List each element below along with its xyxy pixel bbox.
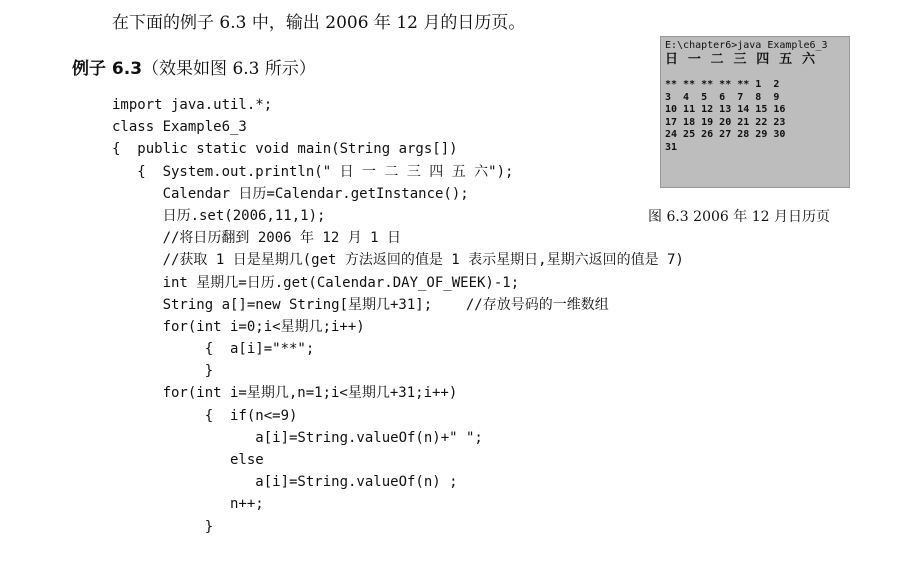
code-line: String a[]=new String[星期几+31]; //存放号码的一维数组 bbox=[112, 296, 609, 313]
console-calendar-row: 10 11 12 13 14 15 16 bbox=[665, 104, 786, 115]
console-calendar-row: 3 4 5 6 7 8 9 bbox=[665, 91, 780, 103]
example-label: 例子 6.3 bbox=[72, 59, 143, 79]
code-line: for(int i=0;i<星期几;i++) bbox=[112, 318, 365, 335]
example-caption: （效果如图 6.3 所示） bbox=[142, 59, 316, 79]
console-output-figure bbox=[660, 36, 850, 188]
example-heading bbox=[72, 54, 316, 79]
code-line: import java.util.*; bbox=[112, 97, 273, 113]
code-line: a[i]=String.valueOf(n)+" "; bbox=[112, 429, 483, 446]
code-line: int 星期几=日历.get(Calendar.DAY_OF_WEEK)-1; bbox=[112, 274, 520, 291]
code-line: } bbox=[112, 518, 214, 535]
code-line: //获取 1 日是星期几(get 方法返回的值是 1 表示星期日,星期六返回的值是 7) bbox=[112, 252, 684, 269]
code-line: { System.out.println(" 日 一 二 三 四 五 六"); bbox=[112, 163, 514, 180]
code-line: class Example6_3 bbox=[112, 119, 247, 136]
console-calendar-row: ** ** ** ** ** 1 2 bbox=[665, 79, 780, 90]
code-line: else bbox=[112, 452, 264, 468]
code-line: { public static void main(String args[]) bbox=[112, 141, 458, 158]
code-line: //将日历翻到 2006 年 12 月 1 日 bbox=[112, 230, 402, 247]
code-line: 日历.set(2006,11,1); bbox=[112, 207, 326, 224]
code-line: a[i]=String.valueOf(n) ; bbox=[112, 474, 458, 491]
console-calendar-row: 24 25 26 27 28 29 30 bbox=[665, 129, 786, 140]
code-line: { if(n<=9) bbox=[112, 407, 298, 424]
code-line: { a[i]="**"; bbox=[112, 341, 315, 358]
intro-paragraph: 在下面的例子 6.3 中，输出 2006 年 12 月的日历页。 bbox=[112, 13, 526, 33]
console-calendar-row: 17 18 19 20 21 22 23 bbox=[665, 116, 786, 128]
console-blank-line bbox=[665, 67, 849, 79]
console-calendar-row: 31 bbox=[665, 141, 678, 153]
code-line: n++; bbox=[112, 496, 264, 513]
code-listing bbox=[112, 94, 684, 538]
code-line: Calendar 日历=Calendar.getInstance(); bbox=[112, 185, 469, 202]
figure-caption: 图 6.3 2006 年 12 月日历页 bbox=[648, 209, 830, 225]
code-line: for(int i=星期几,n=1;i<星期几+31;i++) bbox=[112, 385, 458, 402]
console-command: E:\chapter6>java Example6_3 bbox=[665, 40, 828, 51]
console-weekday-header: 日 一 二 三 四 五 六 bbox=[665, 52, 816, 67]
code-line: } bbox=[112, 363, 214, 380]
